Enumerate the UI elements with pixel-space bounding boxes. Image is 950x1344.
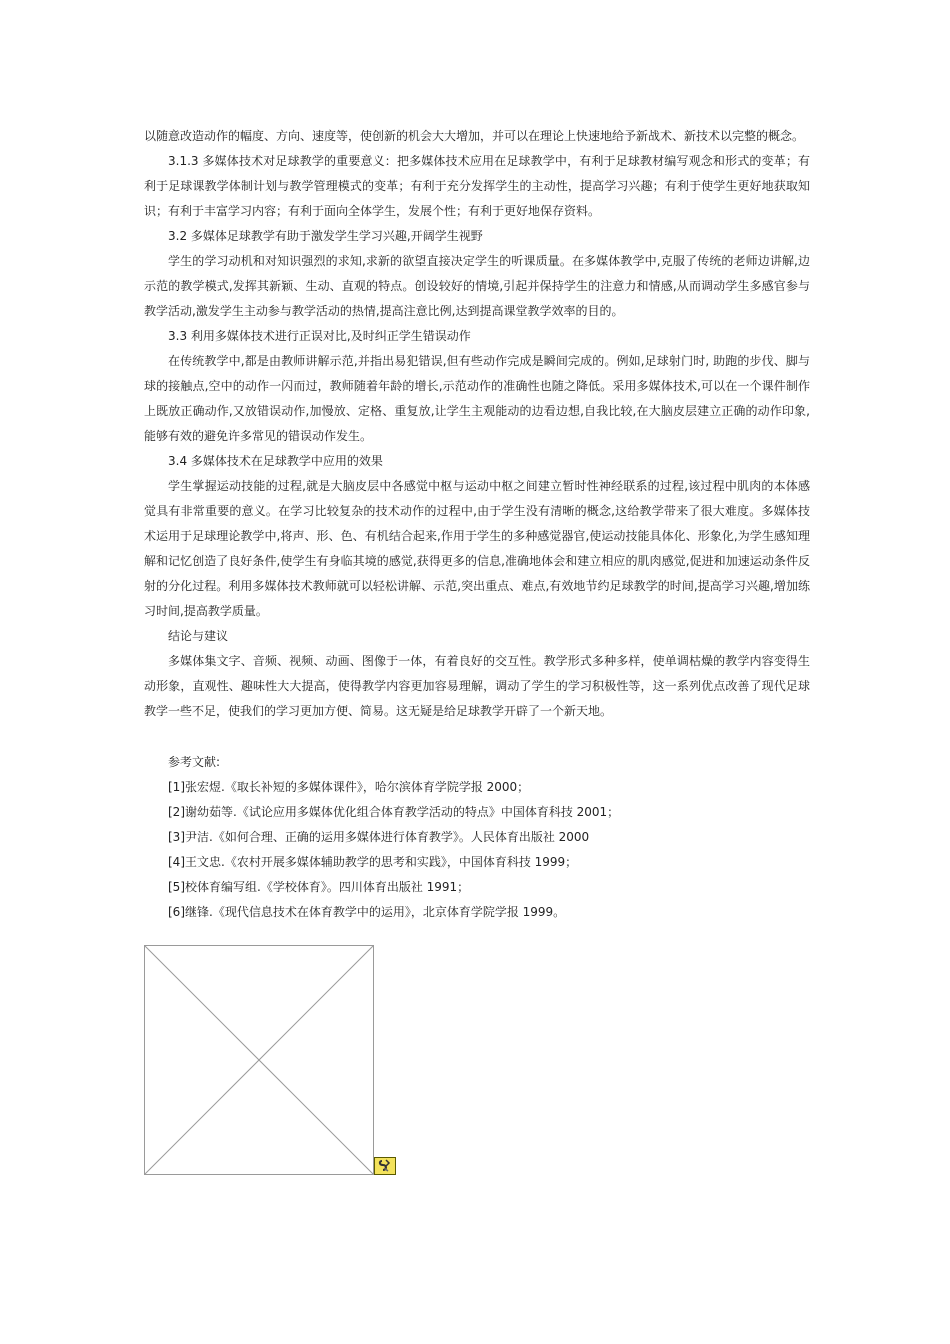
- document-body: [144, 124, 810, 925]
- paragraph-continuation: 以随意改造动作的幅度、方向、速度等，使创新的机会大大增加，并可以在理论上快速地给予新战术、新技术以完整的概念。: [144, 129, 805, 143]
- reference-item: [2]谢幼茹等.《试论应用多媒体优化组合体育教学活动的特点》中国体育科技 2001；: [168, 805, 620, 819]
- paragraph-3-3: 在传统教学中,都是由教师讲解示范,并指出易犯错误,但有些动作完成是瞬间完成的。例如,足球射门时, 助跑的步伐、脚与球的接触点,空中的动作一闪而过，教师随着年龄的增长,示范动作的准确性也随之降低。采用多媒体技术,可以在一个课件制作上既放正确动作,又放错误动作,加慢放、定格、重复放,让学生主观能动的边看边想,自我比较,在大脑皮层建立正确的动作印象,能够有效的避免许多常见的错误动作发生。: [144, 354, 810, 443]
- section-heading-3-3: 3.3 利用多媒体技术进行正误对比,及时纠正学生错误动作: [168, 329, 471, 343]
- paragraph-conclusion: 多媒体集文字、音频、视频、动画、图像于一体，有着良好的交互性。教学形式多种多样，使单调枯燥的教学内容变得生动形象，直观性、趣味性大大提高，使得教学内容更加容易理解，调动了学生的学习积极性等，这一系列优点改善了现代足球教学一些不足，使我们的学习更加方便、简易。这无疑是给足球教学开辟了一个新天地。: [144, 654, 810, 718]
- reference-item: [5]校体育编写组.《学校体育》。四川体育出版社 1991；: [168, 880, 470, 894]
- reference-item: [6]继锋.《现代信息技术在体育教学中的运用》，北京体育学院学报 1999。: [168, 905, 566, 919]
- paragraph-3-2: 学生的学习动机和对知识强烈的求知,求新的欲望直接决定学生的听课质量。在多媒体教学中,克服了传统的老师边讲解,边示范的教学模式,发挥其新颖、生动、直观的特点。创设较好的情境,引起并保持学生的注意力和情感,从而调动学生多感官参与教学活动,激发学生主动参与教学活动的热情,提高注意比例,达到提高课堂教学效率的目的。: [144, 254, 810, 318]
- section-heading-3-4: 3.4 多媒体技术在足球教学中应用的效果: [168, 454, 383, 468]
- references-title: 参考文献:: [168, 755, 221, 769]
- reference-item: [3]尹洁.《如何合理、正确的运用多媒体进行体育教学》。人民体育出版社 2000: [168, 830, 590, 844]
- reference-item: [4]王文忠.《农村开展多媒体辅助教学的思考和实践》，中国体育科技 1999；: [168, 855, 578, 869]
- reference-item: [1]张宏煜.《取长补短的多媒体课件》，哈尔滨体育学院学报 2000；: [168, 780, 530, 794]
- paragraph-3-4: 学生掌握运动技能的过程,就是大脑皮层中各感觉中枢与运动中枢之间建立暂时性神经联系的过程,该过程中肌肉的本体感觉具有非常重要的意义。在学习比较复杂的技术动作的过程中,由于学生没有清晰的概念,这给教学带来了很大难度。多媒体技术运用于足球理论教学中,将声、形、色、有机结合起来,作用于学生的多种感觉器官,使运动技能具体化、形象化,为学生感知理解和记忆创造了良好条件,使学生有身临其境的感觉,获得更多的信息,准确地体会和建立相应的肌肉感觉,促进和加速运动条件反射的分化过程。利用多媒体技术教师就可以轻松讲解、示范,突出重点、难点,有效地节约足球教学的时间,提高学习兴趣,增加练习时间,提高教学质量。: [144, 479, 810, 618]
- section-heading-conclusion: 结论与建议: [168, 629, 229, 643]
- placeholder-cross-icon: [145, 946, 373, 1174]
- spacer: [144, 724, 810, 750]
- paragraph-3-1-3: 3.1.3 多媒体技术对足球教学的重要意义：把多媒体技术应用在足球教学中，有利于足球教材编写观念和形式的变革；有利于足球课教学体制计划与教学管理模式的变革；有利于充分发挥学生的主动性，提高学习兴趣；有利于使学生更好地获取知识；有利于丰富学习内容；有利于面向全体学生，发展个性；有利于更好地保存资料。: [144, 154, 810, 218]
- section-heading-3-2: 3.2 多媒体足球教学有助于激发学生学习兴趣,开阔学生视野: [168, 229, 483, 243]
- broken-image-icon: [374, 1157, 396, 1175]
- image-placeholder: [144, 945, 374, 1175]
